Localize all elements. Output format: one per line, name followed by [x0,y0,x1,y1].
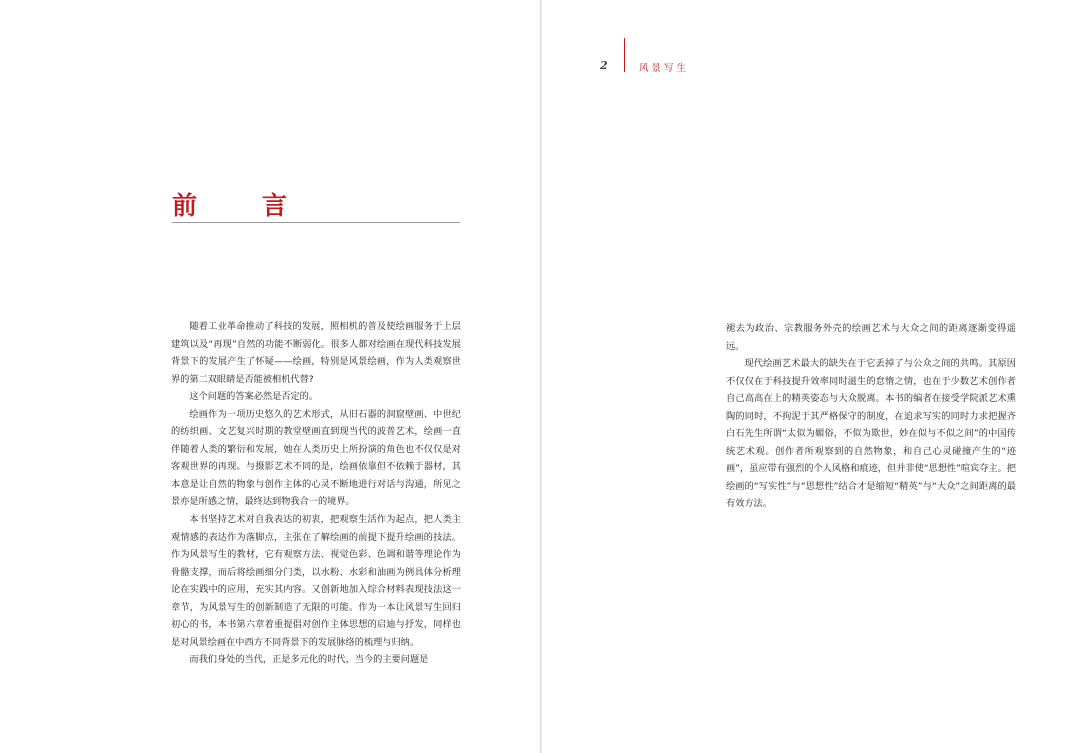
paragraph: 褪去为政治、宗教服务外壳的绘画艺术与大众之间的距离逐渐变得遥远。 [726,323,1016,352]
running-head: 风景写生 [639,63,690,74]
left-body-text [171,318,461,669]
paragraph: 随着工业革命推动了科技的发展，照相机的普及使绘画服务于上层建筑以及“再现”自然的功能不断弱化。很多人都对绘画在现代科技发展背景下的发展产生了怀疑——绘画，特别是风景绘画，作为人类观察世界的第二双眼睛是否能被相机代替? [171,321,461,385]
chapter-title: 前 言 [172,191,308,220]
page-number: 2 [600,59,608,72]
paragraph: 这个问题的答案必然是否定的。 [189,391,319,403]
right-page [542,0,1079,753]
right-body-text [726,320,1016,513]
paragraph: 而我们身处的当代，正是多元化的时代，当今的主要问题是 [189,654,429,666]
paragraph: 绘画作为一项历史悠久的艺术形式，从旧石器的洞窟壁画、中世纪的纺织画、文艺复兴时期的教堂壁画直到现当代的波普艺术，绘画一直伴随着人类的繁衍和发展，她在人类历史上所扮演的角色也不仅仅是对客观世界的再现。与摄影艺术不同的是，绘画依靠但不依赖于器材，其本意是让自然的物象与创作主体的心灵不断地进行对话与沟通，所见之景亦是所感之情，最终达到物我合一的境界。 [171,408,461,508]
header-divider [624,38,625,72]
paragraph: 现代绘画艺术最大的缺失在于它丢掉了与公众之间的共鸣。其原因不仅仅在于科技提升效率同时滋生的怠惰之情，也在于少数艺术创作者自己高高在上的精英姿态与大众脱离。本书的编者在接受学院派艺术熏陶的同时，不拘泥于其严格保守的制度，在追求写实的同时力求把握齐白石先生所谓“太似为媚俗，不似为欺世，妙在似与不似之间”的中国传统艺术观。创作者所观察到的自然物象，和自己心灵碰撞产生的“迹画”，虽应带有强烈的个人风格和痕迹，但并非使“思想性”喧宾夺主。把绘画的“写实性”与“思想性”结合才是缩短“精英”与“大众”之间距离的最有效方法。 [726,358,1016,510]
title-underline [172,222,460,223]
paragraph: 本书坚持艺术对自我表达的初衷，把观察生活作为起点，把人类主观情感的表达作为落脚点，主张在了解绘画的前提下提升绘画的技法。作为风景写生的教材，它有观察方法、视觉色彩、色调和谐等理论作为骨骼支撑，而后将绘画细分门类，以水粉、水彩和油画为例具体分析理论在实践中的应用，充实其内容。又创新地加入综合材料表现技法这一章节，为风景写生的创新制造了无限的可能。作为一本让风景写生回归初心的书，本书第六章着重提倡对创作主体思想的启迪与抒发，同样也是对风景绘画在中西方不同背景下的发展脉络的梳理与归纳。 [171,514,461,648]
